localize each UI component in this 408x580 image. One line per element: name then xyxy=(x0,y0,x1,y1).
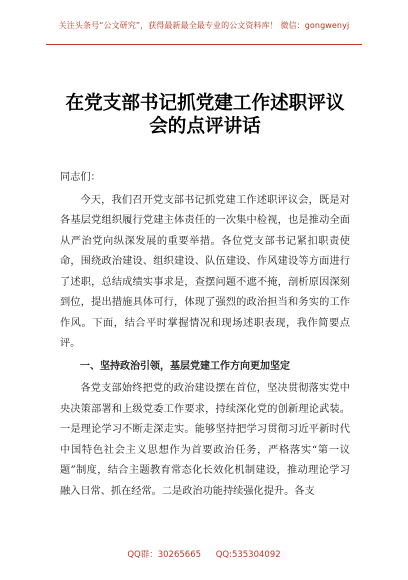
paragraph-1: 今天，我们召开党支部书记抓党建工作述职评议会，既是对各基层党组织履行党建主体责任的一次集中检视，也是推动全面从严治党向纵深发展的重要举措。各位党支部书记紧扣职责使命，围绕政治建设、组织建设、队伍建设、作风建设等方面进行了述职，总结成绩实事求是，查摆问题不遮不掩，剖析原因深刻到位，提出措施具体可行，体现了强烈的政治担当和务实的工作作风。下面，结合平时掌握情况和现场述职表现，我作简要点评。 xyxy=(60,194,350,349)
document-body xyxy=(60,168,350,502)
document-title: 在党支部书记抓党建工作述职评议会的点评讲话 xyxy=(65,93,345,137)
footer-contact xyxy=(0,548,408,560)
section-heading-1: 一、坚持政治引领，基层党建工作方向更加坚定 xyxy=(80,360,290,372)
header-banner: 关注头条号“公文研究”，获得最新最全最专业的公文资料库！ 微信：gongwenyj xyxy=(58,21,350,30)
salutation: 同志们： xyxy=(60,172,101,183)
header-divider xyxy=(46,44,362,45)
paragraph-2: 各党支部始终把党的政治建设摆在首位，坚决贯彻落实党中央决策部署和上级党委工作要求，持续深化党的创新理论武装。一是理论学习不断走深走实。能够坚持把学习贯彻习近平新时代中国特色社会主义思想作为首要政治任务，严格落实“第一议题”制度，结合主题教育常态化长效化机制建设，推动理论学习融入日常、抓在经常。二是政治功能持续强化提升。各支 xyxy=(60,383,350,497)
footer-qq-group: QQ群：30265665 xyxy=(127,550,202,560)
footer-qq: QQ:535304092 xyxy=(215,550,281,560)
